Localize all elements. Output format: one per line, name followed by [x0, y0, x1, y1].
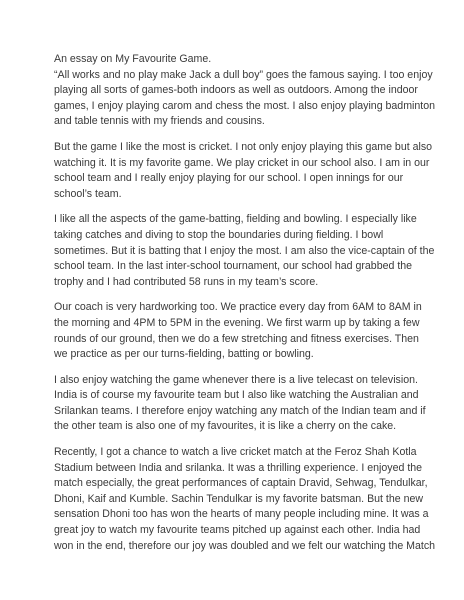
paragraph	[54, 140, 436, 202]
essay-paragraphs	[54, 68, 436, 555]
paragraph-line: Dhoni, Kaif and Kumble. Sachin Tendulkar is my favorite batsman. But the new	[54, 492, 424, 505]
paragraph-line: Stadium between India and srilanka. It was a thrilling experience. I enjoyed the	[54, 461, 423, 474]
paragraph-line: playing all sorts of games-both indoors as well as outdoors. Among the indoor	[54, 84, 418, 97]
paragraph-line: I like all the aspects of the game-batting, fielding and bowling. I especially like	[54, 213, 417, 226]
essay-title: An essay on My Favourite Game.	[54, 53, 212, 65]
paragraph-line: we practice as per our turns-fielding, batting or bowling.	[54, 348, 314, 361]
paragraph	[54, 212, 436, 290]
paragraph-line: I also enjoy watching the game whenever there is a live telecast on television.	[54, 373, 418, 386]
essay-body	[54, 52, 436, 564]
paragraph-line: match especially, the great performances of captain Dravid, Sehwag, Tendulkar,	[54, 477, 428, 490]
paragraph-line: school team and I really enjoy playing for our school. I open innings for our	[54, 172, 404, 185]
paragraph-line: games, I enjoy playing carom and chess the most. I also enjoy playing badminton	[54, 99, 435, 112]
paragraph	[54, 373, 436, 435]
paragraph	[54, 300, 436, 362]
paragraph-line: Recently, I got a chance to watch a live cricket match at the Feroz Shah Kotla	[54, 446, 417, 459]
paragraph-line: India is of course my favourite team but I also like watching the Australian and	[54, 389, 419, 402]
paragraph-line: Srilankan teams. I therefore enjoy watching any match of the Indian team and if	[54, 404, 426, 417]
paragraph-line: rounds of our ground, then we do a few stretching and fitness exercises. Then	[54, 332, 419, 345]
paragraph-line: Our coach is very hardworking too. We practice every day from 6AM to 8AM in	[54, 301, 422, 314]
paragraph-line: taking catches and diving to stop the boundaries during fielding. I bowl	[54, 228, 384, 241]
paragraph-line: the morning and 4PM to 5PM in the evening. We first warm up by taking a few	[54, 316, 420, 329]
paragraph-line: school’s team.	[54, 187, 122, 200]
paragraph	[54, 445, 436, 554]
paragraph-line: won in the end, therefore our joy was doubled and we felt our watching the Match	[54, 539, 436, 552]
paragraph-line: the other team is also one of my favourites, it is like a cherry on the cake.	[54, 420, 397, 433]
paragraph-line: sometimes. But it is batting that I enjoy the most. I am also the vice-captain of the	[54, 244, 435, 257]
paragraph-line: watching it. It is my favorite game. We play cricket in our school also. I am in our	[54, 156, 430, 169]
paragraph-line: But the game I like the most is cricket. I not only enjoy playing this game but also	[54, 140, 433, 153]
paragraph-line: great joy to watch my favourite teams pitched up against each other. India had	[54, 524, 421, 537]
paragraph	[54, 68, 436, 130]
paragraph-line: trophy and I had contributed 58 runs in my team’s score.	[54, 275, 319, 288]
paragraph-line: and table tennis with my friends and cousins.	[54, 115, 265, 128]
paragraph-line: school team. In the last inter-school tournament, our school had grabbed the	[54, 260, 413, 273]
paragraph-line: sensation Dhoni too has won the hearts of many people including mine. It was a	[54, 508, 429, 521]
paragraph-line: “All works and no play make Jack a dull boy” goes the famous saying. I too enjoy	[54, 68, 433, 81]
